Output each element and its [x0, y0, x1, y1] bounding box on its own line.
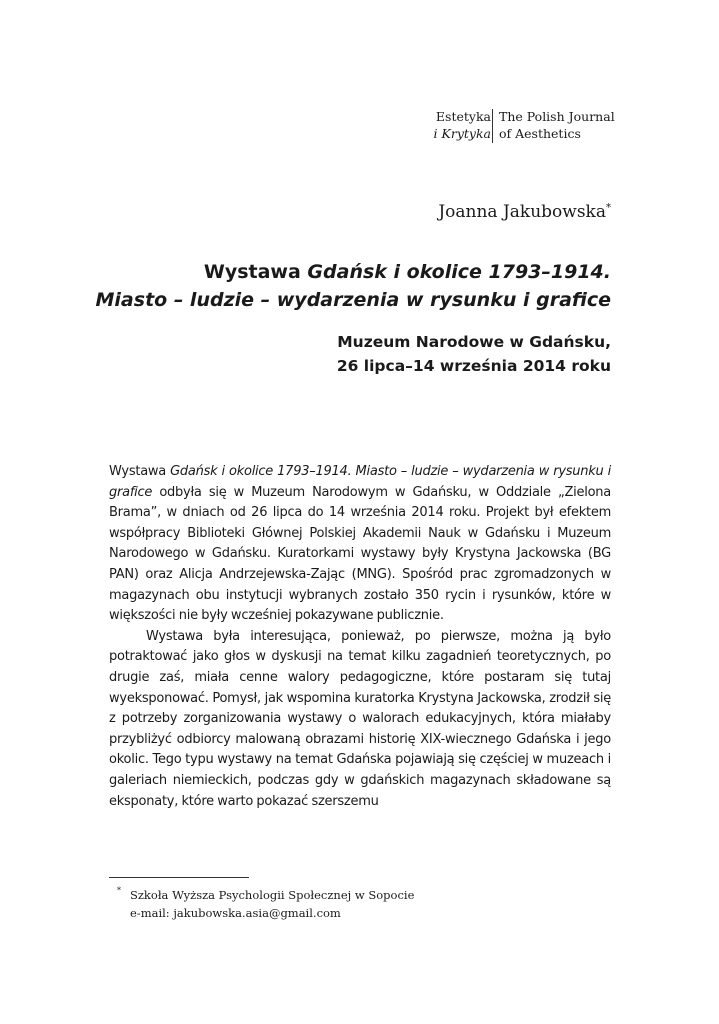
paragraph-1-lead: Wystawa — [109, 464, 171, 479]
paragraph-2: Wystawa była interesująca, ponieważ, po pierwsze, można ją było potraktować jako głos w dyskusji na temat kilku zagadnień teoretycznych, po drugie zaś, miała cenne walory pedagogiczne, które postaram się tutaj wyeksponować. Pomysł, jak wspomina kuratorka Krystyna Jackowska, zrodził się z potrzeby zorganizowania wystawy o walorach edukacyjnych, która miałaby przybliżyć odbiorcy malowaną obrazami historię XIX-wiecznego Gdańska i jego okolic. Tego typu wystawy na temat Gdańska pojawiają się częściej w muzeach i galeriach niemieckich, podczas gdy w gdańskich magazynach składowane są eksponaty, które warto pokazać szerszemu — [109, 628, 611, 809]
journal-title-english-line2: of Aesthetics — [499, 126, 581, 141]
journal-title-polish-line1: Estetyka — [435, 109, 491, 124]
article-body — [109, 462, 611, 812]
footnote-rule — [109, 877, 249, 878]
paragraph-1-text: odbyła się w Muzeum Narodowym w Gdańsku, w Oddziale „Zielona Brama”, w dniach od 26 lipca do 14 września 2014 roku. Projekt był efektem współpracy Biblioteki Głównej Polskiej Akademii Nauk w Gdańsku i Muzeum Narodowego w Gdańsku. Kuratorkami wystawy były Krystyna Jackowska (BG PAN) oraz Alicja Andrzejewska-Zając (MNG). Spośród prac zgromadzonych w magazynach obu instytucji wybranych zostało 350 rycin i rysunków, które w większości nie były wcześniej pokazywane publicznie. — [109, 484, 611, 624]
venue-dates: 26 lipca–14 września 2014 roku — [336, 357, 611, 375]
article-title-exhibition: Gdańsk i okolice 1793–1914. — [307, 261, 611, 283]
footnote-email: e-mail: jakubowska.asia@gmail.com — [130, 906, 341, 920]
journal-title-english — [499, 108, 615, 142]
author-name: Joanna Jakubowska — [438, 202, 606, 222]
journal-title-english-line1: The Polish Journal — [499, 109, 615, 124]
paragraph-1-exhibition-title: Gdańsk i okolice 1793–1914. Miasto – ludzie – wydarzenia w rysunku i grafice — [109, 464, 611, 500]
footnote-affiliation: Szkoła Wyższa Psychologii Społecznej w Sopocie — [130, 888, 415, 902]
journal-title-polish — [434, 108, 491, 142]
footnote — [117, 886, 600, 922]
journal-divider — [492, 109, 493, 143]
venue-museum: Muzeum Narodowe w Gdańsku, — [337, 333, 611, 351]
article-title — [96, 258, 611, 314]
paragraph-1 — [109, 462, 611, 627]
article-title-line2: Miasto – ludzie – wydarzenia w rysunku i grafice — [95, 289, 611, 311]
author-footnote-mark: * — [606, 202, 611, 214]
author — [438, 202, 611, 222]
footnote-mark: * — [117, 886, 121, 895]
journal-title-polish-line2: i Krytyka — [433, 126, 491, 141]
article-title-line1 — [96, 258, 611, 286]
article-title-lead: Wystawa — [203, 261, 308, 283]
exhibition-venue — [337, 330, 611, 378]
